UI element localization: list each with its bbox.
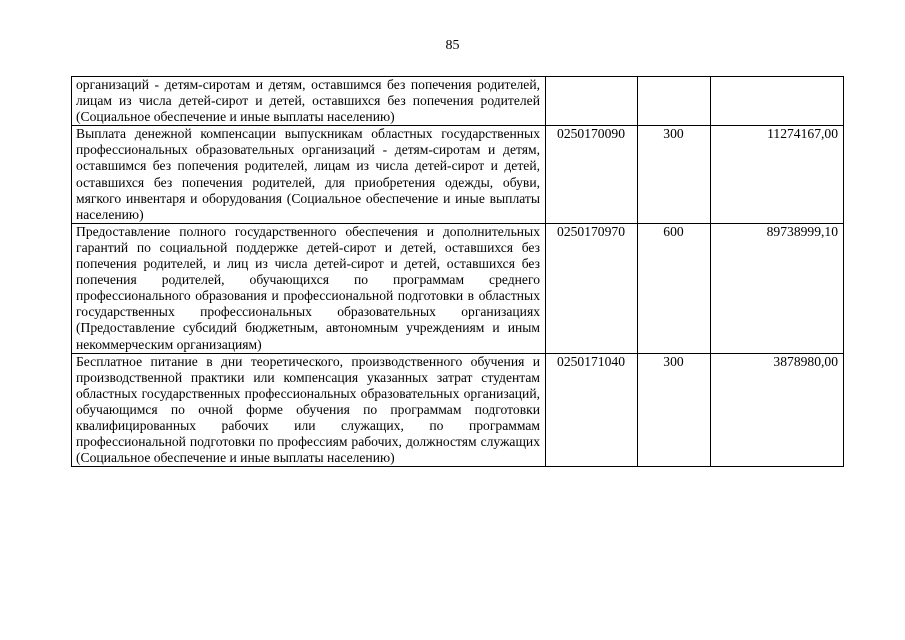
budget-table [71,76,844,467]
row-description: Выплата денежной компенсации выпускникам областных государственных профессиональных образовательных организаций - детям-сиротам и детям, оставшимся без попечения родителей, лицам из числа детей-сирот и детей, оставшихся без попечения родителей, для приобретения одежды, обуви, мягкого инвентаря и оборудования (Социальное обеспечение и иные выплаты населению) [72,126,546,224]
row-target-code [546,77,638,126]
row-expense-type: 300 [638,126,711,224]
row-target-code: 0250170970 [546,223,638,353]
row-description: организаций - детям-сиротам и детям, оставшимся без попечения родителей, лицам из числа детей-сирот и детей, оставшихся без попечения родителей (Социальное обеспечение и иные выплаты населению) [72,77,546,126]
row-amount [711,77,844,126]
row-expense-type [638,77,711,126]
table-row [72,77,844,126]
row-expense-type: 600 [638,223,711,353]
table-row [72,126,844,224]
page-number: 85 [445,38,460,53]
table-row [72,353,844,467]
row-target-code: 0250171040 [546,353,638,467]
row-description: Бесплатное питание в дни теоретического, производственного обучения и производственной практики или компенсация указанных затрат студентам областных государственных профессиональных образовательных организаций, обучающимся по очной форме обучения по программам подготовки квалифицированных рабочих или служащих, по программам профессиональной подготовки по профессиям рабочих, должностям служащих (Социальное обеспечение и иные выплаты населению) [72,353,546,467]
row-target-code: 0250170090 [546,126,638,224]
table-row [72,223,844,353]
row-amount: 3878980,00 [711,353,844,467]
row-amount: 89738999,10 [711,223,844,353]
row-expense-type: 300 [638,353,711,467]
row-amount: 11274167,00 [711,126,844,224]
row-description: Предоставление полного государственного обеспечения и дополнительных гарантий по социальной поддержке детей-сирот и детей, оставшихся без попечения родителей, и лиц из числа детей-сирот и детей, оставшихся без попечения родителей, обучающихся по программам среднего профессионального образования и профессиональной подготовки в областных государственных профессиональных образовательных организациях (Предоставление субсидий бюджетным, автономным учреждениям и иным некоммерческим организациям) [72,223,546,353]
